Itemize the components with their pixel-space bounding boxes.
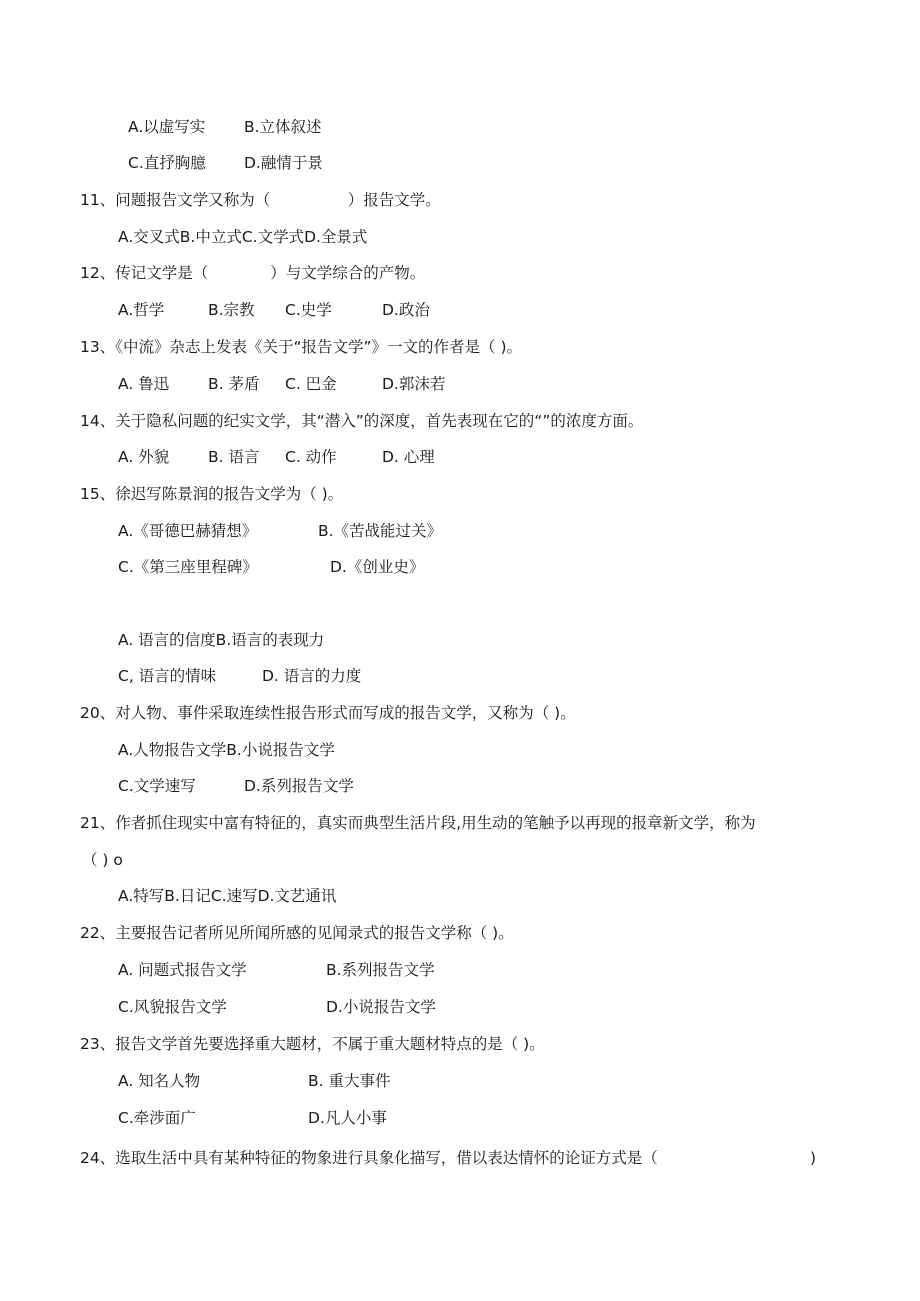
option-b: B.《苦战能过关》 [318,522,443,540]
question-22: 22、主要报告记者所见所闻所感的见闻录式的报告文学称（ )。 [80,924,514,942]
option-c: C.史学 [285,301,332,319]
option-b: B.系列报告文学 [326,961,435,979]
question-13: 13、《中流》杂志上发表《关于“报告文学”》一文的作者是（ )。 [80,338,523,356]
option-a: A. 知名人物 [118,1072,201,1090]
question-23: 23、报告文学首先要选择重大题材，不属于重大题材特点的是（ )。 [80,1035,545,1053]
question-11: 11、问题报告文学又称为（ ）报告文学。 [80,191,441,209]
option-a: A.《哥德巴赫猜想》 [118,522,258,540]
option-a: A. 外貌 [118,448,170,466]
question-20: 20、对人物、事件采取连续性报告形式而写成的报告文学，又称为（ )。 [80,704,576,722]
option-d: D.政治 [382,301,430,319]
question-24-bracket: ) [810,1149,817,1167]
option-c: C.风貌报告文学 [118,998,227,1016]
question-14: 14、关于隐私问题的纪实文学，其“潜入”的深度，首先表现在它的“”的浓度方面。 [80,412,644,430]
option-d: D.系列报告文学 [244,777,354,795]
option-b: B. 语言 [208,448,260,466]
question-21-options: A.特写B.日记C.速写D.文艺通讯 [118,887,337,905]
option-d: D.《创业史》 [330,558,425,576]
option-d: D.凡人小事 [308,1109,387,1127]
option-b: B.宗教 [208,301,255,319]
option-d: D.融情于景 [244,154,323,172]
option-a: A.以虚写实 [128,118,206,136]
question-21-continued: （ ) o [82,851,123,869]
option-a: A. 鲁迅 [118,375,170,393]
option-ab: A. 语言的信度B.语言的表现力 [118,631,325,649]
option-d: D.郭沫若 [382,375,446,393]
question-24: 24、选取生活中具有某种特征的物象进行具象化描写，借以表达情怀的论证方式是（ [80,1149,658,1167]
option-b: B. 重大事件 [308,1072,391,1090]
question-21: 21、作者抓住现实中富有特征的，真实而典型生活片段,用生动的笔触予以再现的报章新文学，称为 [80,814,756,832]
option-c: C.文学速写 [118,777,196,795]
option-a: A. 问题式报告文学 [118,961,247,979]
question-15: 15、徐迟写陈景润的报告文学为（ )。 [80,485,344,503]
option-c: C.《第三座里程碑》 [118,558,258,576]
option-d: D.小说报告文学 [326,998,436,1016]
option-c: C. 巴金 [285,375,337,393]
question-12: 12、传记文学是（ ）与文学综合的产物。 [80,264,426,282]
option-d: D. 语言的力度 [262,667,362,685]
option-c: C, 语言的情味 [118,667,217,685]
option-a: A.哲学 [118,301,165,319]
option-ab: A.人物报告文学B.小说报告文学 [118,741,335,759]
option-d: D. 心理 [382,448,435,466]
option-b: B. 茅盾 [208,375,260,393]
option-c: C. 动作 [285,448,337,466]
question-11-options: A.交叉式B.中立式C.文学式D.全景式 [118,228,368,246]
option-b: B.立体叙述 [244,118,322,136]
option-c: C.直抒胸臆 [128,154,206,172]
option-c: C.牵涉面广 [118,1109,196,1127]
